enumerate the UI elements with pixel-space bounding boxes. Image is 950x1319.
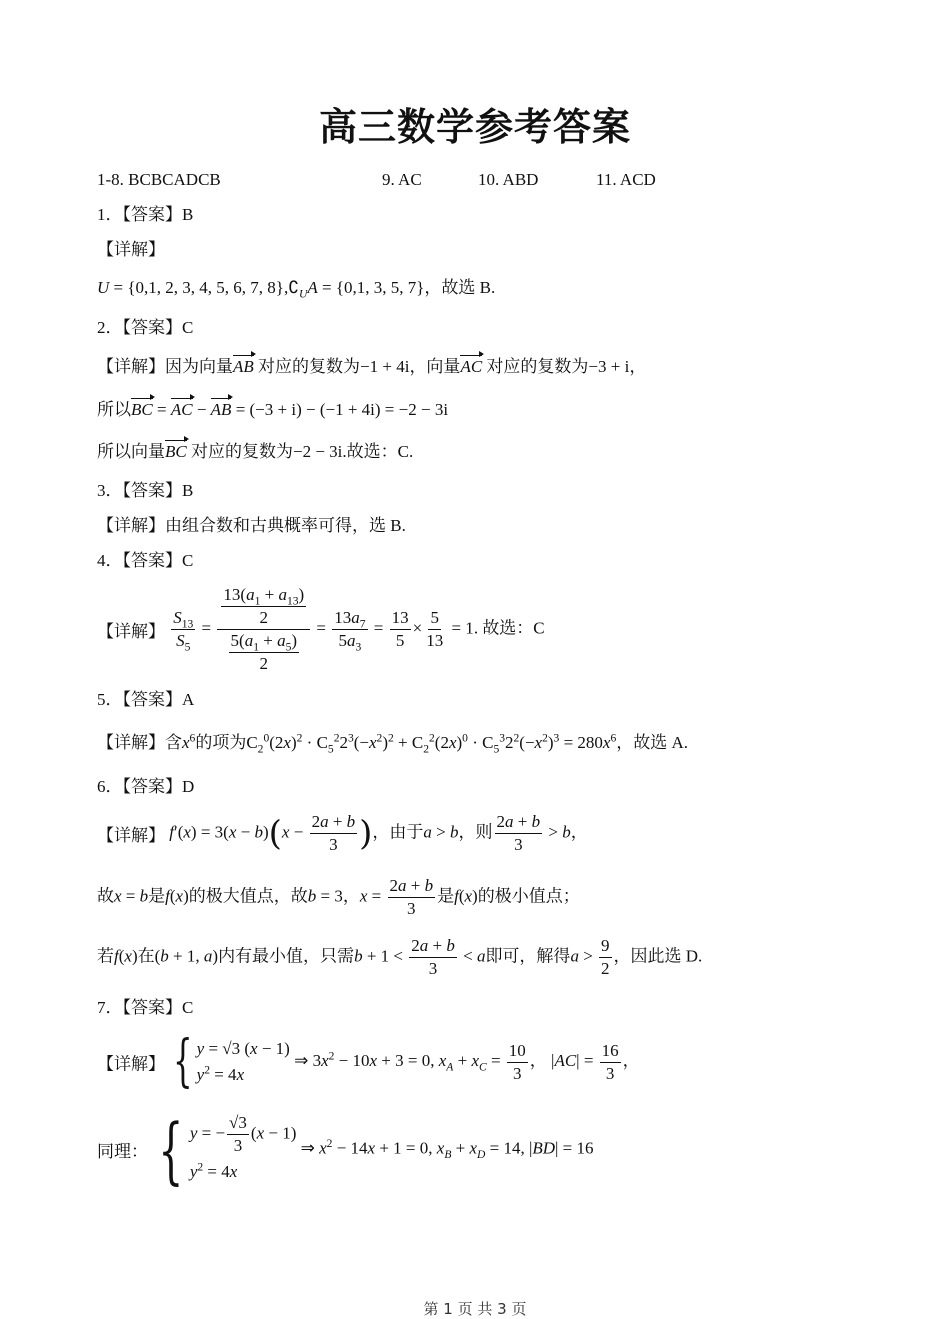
- q6-detail-line2: 故x = b是f(x)的极大值点，故b = 3，x = $\frac{2a + b}{3}$ 是f(x)的极小值点；: [97, 876, 580, 918]
- q1-answer-line: 1．【答案】B: [97, 205, 194, 224]
- q2-answer-line: 2．【答案】C: [97, 318, 194, 337]
- summary-mc: 1-8. BCBCADCB: [97, 170, 221, 189]
- q5-answer-line: 5．【答案】A: [97, 690, 195, 709]
- q6-detail-line3: 若f(x)在(b + 1, a)内有最小值，只需b + 1 < $\frac{2a + b}{3}$ < a即可，解得a > $\frac{9}{2}$ ，因此选 D.: [97, 936, 703, 978]
- q2-detail-line2: 所以BC = AC − AB = (−3 + i) − (−1 + 4i) = −2 − 3i: [97, 398, 448, 422]
- q2-detail-line1: 【详解】因为向量AB 对应的复数为−1 + 4i，向量AC 对应的复数为−3 + i，: [97, 355, 646, 379]
- summary-q10: 10. ABD: [478, 170, 539, 189]
- q7-detail-line1: 【详解】 { y = √3 (x − 1) $y^2 = 4x$ ⇒ $3x^2 - 10x + 3 = 0$, $x_A + x_C$ = $\frac{10}{3}$ ， |AC| = $\frac{16}{3}$ ，: [97, 1029, 640, 1094]
- q1-formula: U = {0,1, 2, 3, 4, 5, 6, 7, $8\},∁_UA = \{0,1$, 3, 5, 7}，故选 B.: [97, 278, 496, 301]
- q3-detail: 【详解】由组合数和古典概率可得，选 B.: [97, 516, 406, 535]
- q7-detail-line2: 同理： { y = − $\frac{√3}{3}$ (x − 1) $y^2 = 4x$ ⇒ $x^2 - 14x + 1 = 0$, $x_B + x_D = 14$, |BD| = 16: [97, 1107, 594, 1192]
- q6-answer-line: 6．【答案】D: [97, 777, 195, 796]
- q7-answer-line: 7．【答案】C: [97, 998, 194, 1017]
- page-title: 高三数学参考答案: [318, 105, 631, 149]
- q4-detail: 【详解】 $\frac{S_{13}}{S_5}$ = $\frac{\frac{13(a_1 + a_{13})}{2}}{\frac{5(a_1 + a_5)}{2}}$ = $\frac{13a_7}{5a_3}$ = $\frac{13}{5}$ × $\frac{5}{13}$ = 1. 故选：C: [97, 585, 545, 673]
- summary-q11: 11. ACD: [596, 170, 656, 189]
- q5-detail: 【详解】含$x^6$的项为$C_2^0(2x)^2 \cdot C_5^22^3(-x^2)^2 + C_2^2(2x)^0 \cdot C_5^32^2(-x^2)^3 = 280x^6$，故选 A.: [97, 731, 689, 756]
- q6-detail-line1: 【详解】 f′(x) = 3(x − b)(x − $\frac{2a + b}{3}$ )，由于a > b，则 $\frac{2a + b}{3}$ > b，: [97, 812, 588, 854]
- q1-detail-label: 【详解】: [97, 240, 165, 259]
- page-footer: 第 1 页 共 3 页: [423, 1300, 527, 1318]
- q4-answer-line: 4．【答案】C: [97, 551, 194, 570]
- summary-q9: 9. AC: [382, 170, 422, 189]
- q2-detail-line3: 所以向量BC 对应的复数为−2 − 3i.故选：C.: [97, 440, 413, 464]
- q3-answer-line: 3．【答案】B: [97, 481, 194, 500]
